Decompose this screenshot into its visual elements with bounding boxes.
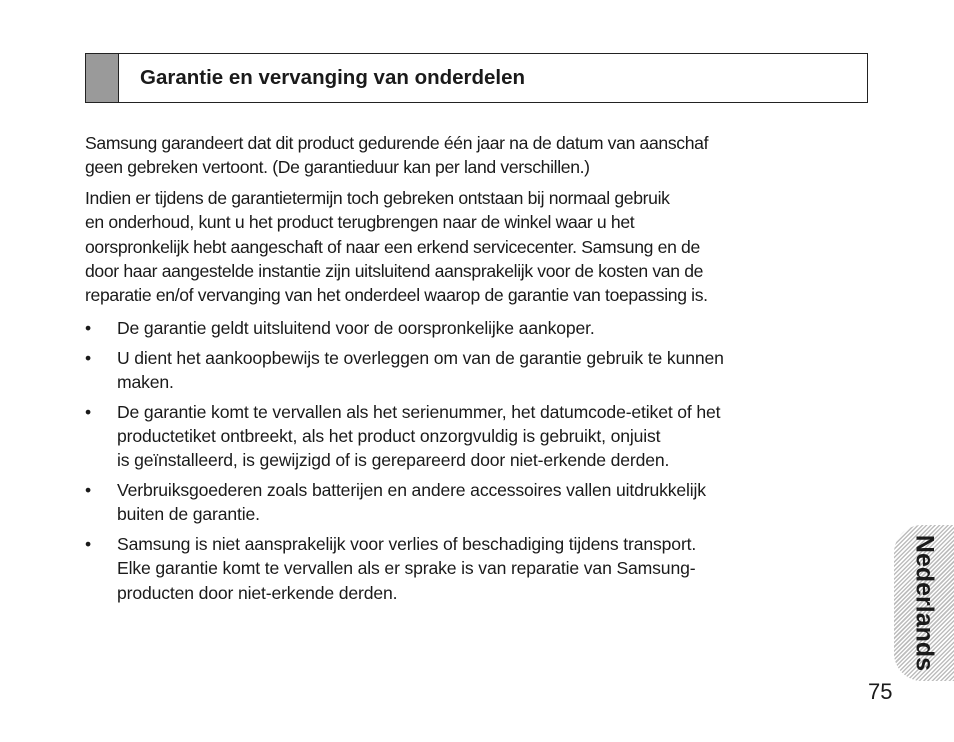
warranty-defects-paragraph xyxy=(85,186,875,307)
list-item-line: maken. xyxy=(117,371,174,392)
list-item-line: U dient het aankoopbewijs te overleggen om van de garantie gebruik te kunnen xyxy=(117,347,724,368)
list-item-line: buiten de garantie. xyxy=(117,504,260,525)
paragraph-line: geen gebreken vertoont. (De garantieduur kan per land verschillen.) xyxy=(85,157,590,178)
paragraph-line: en onderhoud, kunt u het product terugbrengen naar de winkel waar u het xyxy=(85,212,635,233)
paragraph-line: oorspronkelijk hebt aangeschaft of naar een erkend servicecenter. Samsung en de xyxy=(85,236,700,257)
list-item-line: Samsung is niet aansprakelijk voor verlies of beschadiging tijdens transport. xyxy=(117,533,697,554)
paragraph-line: Samsung garandeert dat dit product gedurende één jaar na de datum van aanschaf xyxy=(85,133,709,153)
language-tab-label: Nederlands xyxy=(910,534,939,672)
warranty-conditions-list xyxy=(85,316,875,610)
bullet-icon: • xyxy=(85,347,92,368)
list-item xyxy=(85,316,875,340)
list-item-line: producten door niet-erkende derden. xyxy=(117,582,398,603)
list-item xyxy=(85,478,875,527)
section-heading-box xyxy=(85,53,868,103)
bullet-icon: • xyxy=(85,533,92,554)
bullet-icon: • xyxy=(85,401,92,422)
list-item-line: De garantie geldt uitsluitend voor de oorspronkelijke aankoper. xyxy=(117,318,595,338)
list-item-line: De garantie komt te vervallen als het serienummer, het datumcode-etiket of het xyxy=(117,401,721,422)
list-item-line: Verbruiksgoederen zoals batterijen en andere accessoires vallen uitdrukkelijk xyxy=(117,479,706,500)
page-number: 75 xyxy=(868,679,893,704)
list-item xyxy=(85,532,875,605)
paragraph-line: door haar aangestelde instantie zijn uitsluitend aansprakelijk voor de kosten van de xyxy=(85,260,704,281)
heading-tab-marker xyxy=(86,54,119,102)
warranty-intro-paragraph xyxy=(85,131,875,180)
list-item xyxy=(85,400,875,473)
paragraph-line: Indien er tijdens de garantietermijn toch gebreken ontstaan bij normaal gebruik xyxy=(85,188,670,208)
list-item-line: is geïnstalleerd, is gewijzigd of is gerepareerd door niet-erkende derden. xyxy=(117,450,670,471)
bullet-icon: • xyxy=(85,479,92,500)
list-item-line: productetiket ontbreekt, als het product onzorgvuldig is gebruikt, onjuist xyxy=(117,425,661,446)
language-side-tab xyxy=(894,525,954,681)
paragraph-line: reparatie en/of vervanging van het onderdeel waarop de garantie van toepassing is. xyxy=(85,285,708,306)
list-item xyxy=(85,346,875,395)
bullet-icon: • xyxy=(85,318,92,338)
section-title: Garantie en vervanging van onderdelen xyxy=(140,66,526,89)
list-item-line: Elke garantie komt te vervallen als er sprake is van reparatie van Samsung- xyxy=(117,558,696,579)
